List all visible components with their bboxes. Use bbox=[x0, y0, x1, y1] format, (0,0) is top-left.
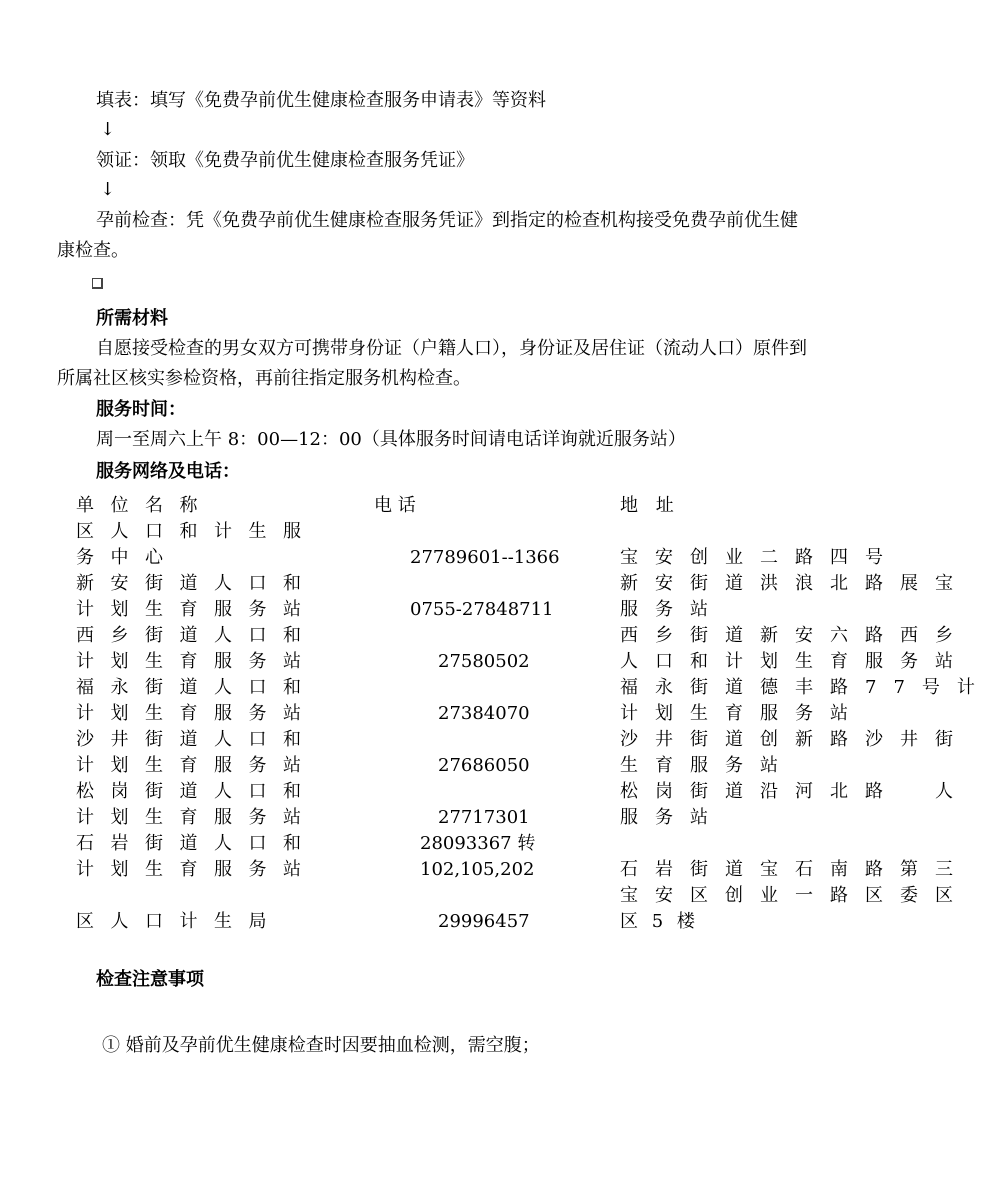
unit-name: 石岩街道人口和 bbox=[76, 833, 318, 854]
unit-name: 沙井街道人口和 bbox=[76, 729, 318, 750]
unit-phone: 29996457 bbox=[438, 911, 530, 932]
notes-heading: 检查注意事项 bbox=[96, 969, 204, 990]
unit-phone: 0755-27848711 bbox=[410, 599, 554, 620]
unit-name: 新安街道人口和 bbox=[76, 573, 318, 594]
unit-address: 服务站 bbox=[620, 807, 725, 828]
unit-phone: 27789601--1366 bbox=[410, 547, 560, 568]
unit-address: 生育服务站 bbox=[620, 755, 795, 776]
down-arrow-icon: ↓ bbox=[100, 119, 116, 140]
materials-line2: 所属社区核实参检资格，再前往指定服务机构检查。 bbox=[57, 368, 471, 389]
unit-address: 沙井街道创新路沙井街 bbox=[620, 729, 970, 750]
unit-phone: 27384070 bbox=[438, 703, 530, 724]
unit-name: 计划生育服务站 bbox=[76, 755, 318, 776]
unit-name: 计划生育服务站 bbox=[76, 859, 318, 880]
step-exam-line2: 康检查。 bbox=[57, 240, 129, 261]
unit-address: 新安街道洪浪北路展宝 bbox=[620, 573, 970, 594]
header-unit: 单位名称 bbox=[76, 495, 214, 516]
header-address: 地 址 bbox=[620, 495, 680, 516]
unit-address: 服务站 bbox=[620, 599, 725, 620]
unit-name: 区人口和计生服 bbox=[76, 521, 318, 542]
checkbox-icon bbox=[92, 278, 103, 289]
step-collect: 领证：领取《免费孕前优生健康检查服务凭证》 bbox=[96, 150, 474, 171]
materials-heading: 所需材料 bbox=[96, 308, 168, 329]
unit-name: 松岗街道人口和 bbox=[76, 781, 318, 802]
unit-address: 福永街道德丰路77号计 bbox=[620, 677, 992, 698]
unit-name: 计划生育服务站 bbox=[76, 703, 318, 724]
unit-phone: 102,105,202 bbox=[420, 859, 535, 880]
service-time-heading: 服务时间： bbox=[96, 399, 186, 420]
unit-name: 区人口计生局 bbox=[76, 911, 283, 932]
unit-phone: 28093367 转 bbox=[420, 833, 536, 854]
notes-item: ① 婚前及孕前优生健康检查时因要抽血检测，需空腹； bbox=[102, 1035, 540, 1056]
unit-name: 计划生育服务站 bbox=[76, 651, 318, 672]
unit-address: 松岗街道沿河北路 人 bbox=[620, 781, 970, 802]
unit-phone: 27717301 bbox=[438, 807, 530, 828]
unit-phone: 27580502 bbox=[438, 651, 530, 672]
unit-address: 区 5 楼 bbox=[620, 911, 699, 932]
unit-name: 计划生育服务站 bbox=[76, 807, 318, 828]
materials-line1: 自愿接受检查的男女双方可携带身份证（户籍人口），身份证及居住证（流动人口）原件到 bbox=[96, 338, 807, 359]
unit-name: 福永街道人口和 bbox=[76, 677, 318, 698]
header-phone: 电 话 bbox=[374, 495, 416, 516]
unit-address: 西乡街道新安六路西乡 bbox=[620, 625, 970, 646]
unit-address: 石岩街道宝石南路第三 bbox=[620, 859, 970, 880]
unit-name: 西乡街道人口和 bbox=[76, 625, 318, 646]
unit-name: 计划生育服务站 bbox=[76, 599, 318, 620]
unit-name: 务中心 bbox=[76, 547, 180, 568]
unit-phone: 27686050 bbox=[438, 755, 530, 776]
unit-address: 人口和计划生育服务站 bbox=[620, 651, 970, 672]
network-heading: 服务网络及电话： bbox=[96, 461, 240, 482]
step-exam-line1: 孕前检查：凭《免费孕前优生健康检查服务凭证》到指定的检查机构接受免费孕前优生健 bbox=[96, 210, 798, 231]
service-time-text: 周一至周六上午 8：00—12：00（具体服务时间请电话详询就近服务站） bbox=[96, 429, 686, 450]
step-fill: 填表：填写《免费孕前优生健康检查服务申请表》等资料 bbox=[96, 90, 546, 111]
unit-address: 宝安创业二路四号 bbox=[620, 547, 900, 568]
unit-address: 宝安区创业一路区委区 bbox=[620, 885, 970, 906]
unit-address: 计划生育服务站 bbox=[620, 703, 865, 724]
down-arrow-icon: ↓ bbox=[100, 179, 116, 200]
